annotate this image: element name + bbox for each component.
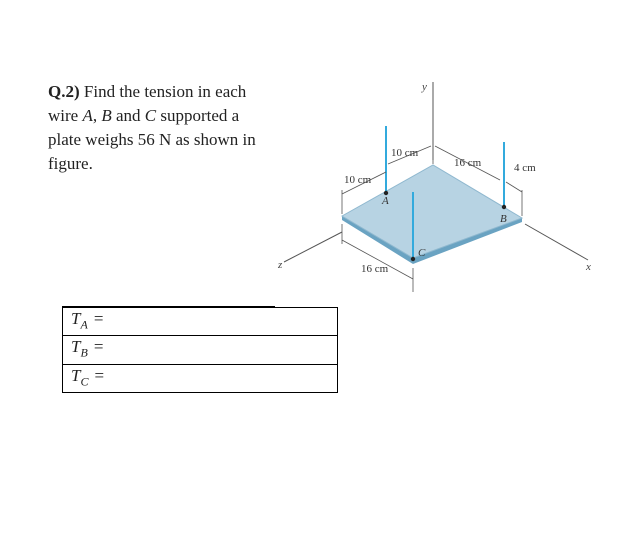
wire-b-label: B: [101, 106, 112, 125]
tension-subscript: C: [80, 374, 89, 389]
equals-sign: =: [94, 365, 105, 385]
y-axis-label: y: [422, 81, 427, 93]
dim-10cm-left: 10 cm: [344, 174, 372, 186]
question-text: [48, 80, 268, 176]
answer-row-c: [63, 364, 338, 392]
equals-sign: =: [93, 309, 104, 328]
tension-subscript: A: [80, 317, 88, 332]
tension-symbol: T: [71, 309, 81, 328]
answer-cell-c[interactable]: [63, 364, 338, 392]
point-c-dot: [411, 257, 415, 261]
plate-figure: [270, 72, 610, 292]
dim-16cm-top: 16 cm: [454, 157, 482, 169]
answer-row-a: [63, 308, 338, 336]
answer-row-b: [63, 336, 338, 364]
tension-symbol: T: [71, 365, 81, 385]
answer-cell-b[interactable]: [63, 336, 338, 364]
dim-4cm: 4 cm: [514, 162, 536, 174]
question-number: Q.2): [48, 82, 80, 101]
z-axis-label: z: [278, 259, 283, 271]
dim-16cm-bottom: 16 cm: [361, 263, 389, 275]
point-b-dot: [502, 205, 506, 209]
question-body-2: supported a plate weighs 56 N as shown in figure.: [48, 106, 256, 173]
answer-table: [62, 306, 338, 393]
z-axis: [284, 232, 342, 262]
separator: ,: [92, 106, 102, 125]
point-b-label: B: [500, 213, 507, 225]
equals-sign: =: [93, 337, 104, 357]
separator: and: [111, 106, 145, 125]
tension-symbol: T: [71, 337, 81, 357]
wire-c-label: C: [144, 106, 157, 125]
wire-a-label: A: [82, 106, 93, 125]
point-c-label: C: [418, 247, 426, 259]
point-a-label: A: [382, 195, 389, 207]
x-axis-label: x: [586, 261, 591, 273]
question-body-1: Find the tension in each wire: [48, 82, 247, 125]
x-axis: [525, 224, 588, 260]
tension-subscript: B: [80, 345, 88, 360]
dim-10cm-top: 10 cm: [391, 147, 419, 159]
answer-cell-a[interactable]: [63, 308, 338, 336]
